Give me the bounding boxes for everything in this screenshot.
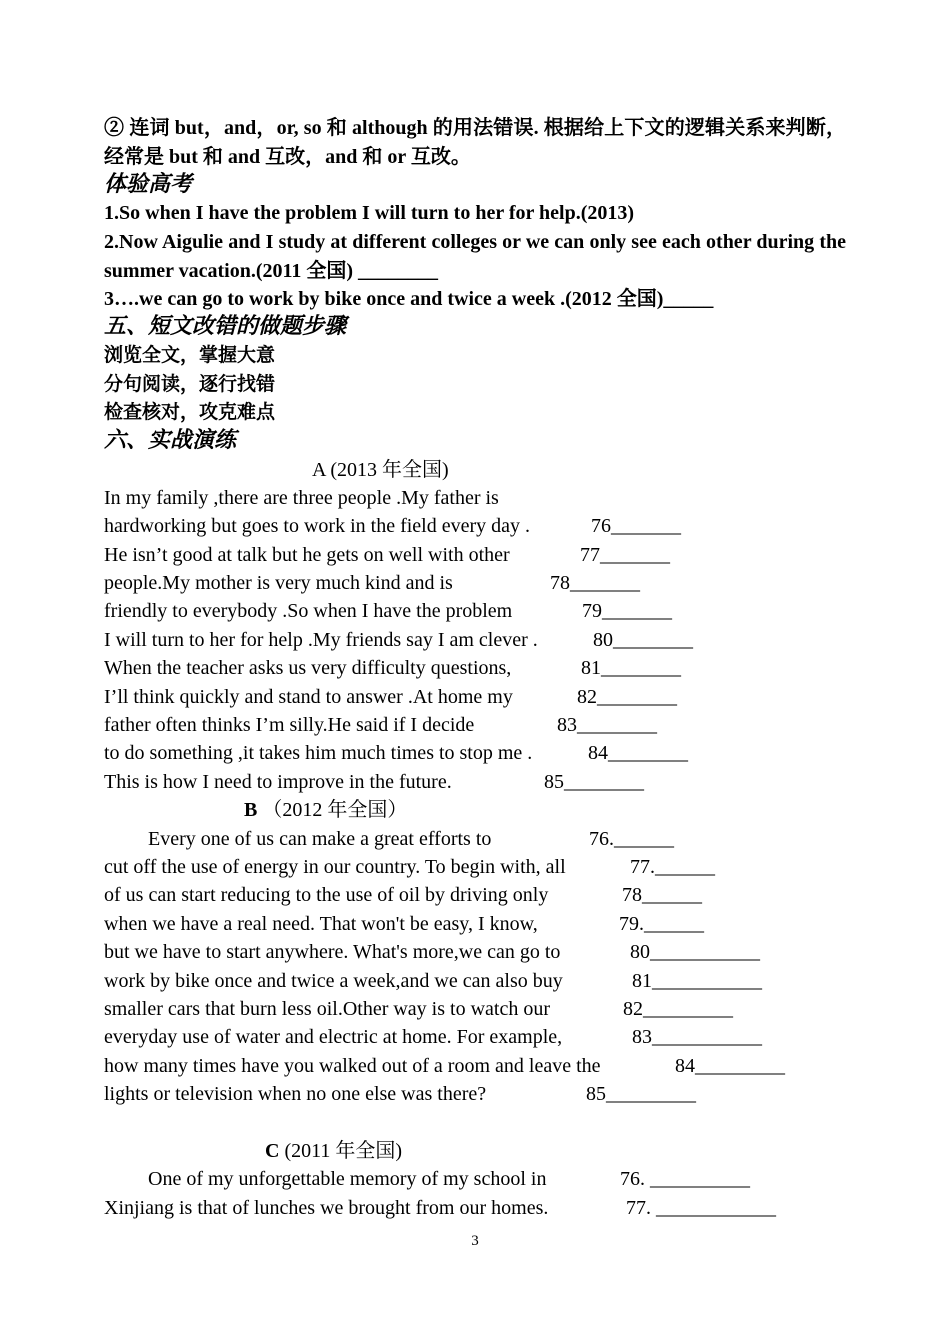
passage-b-title <box>244 796 407 824</box>
line-text: cut off the use of energy in our country. To begin with, all <box>104 856 566 878</box>
answer-blank[interactable]: 80________ <box>593 629 693 651</box>
line-text: to do something ,it takes him much times to stop me . <box>104 742 533 764</box>
answer-blank[interactable]: 77.______ <box>630 856 715 878</box>
passage-a-title: A (2013 年全国) <box>312 459 449 481</box>
answer-blank[interactable]: 83________ <box>557 714 657 736</box>
section-heading-experience: 体验高考 <box>104 172 193 197</box>
line-text: work by bike once and twice a week,and we can also buy <box>104 970 563 992</box>
experience-item-3: 3….we can go to work by bike once and twice a week .(2012 全国)_____ <box>104 288 714 310</box>
answer-blank[interactable]: 81___________ <box>632 970 762 992</box>
experience-item-2: 2.Now Aigulie and I study at different colleges or we can only see each other during the summer vacation.(2011 全国) ________ <box>104 231 846 282</box>
line-text: people.My mother is very much kind and is <box>104 572 453 594</box>
answer-blank[interactable]: 77. ____________ <box>626 1197 776 1219</box>
passage-c-year: (2011 年全国) <box>279 1140 403 1162</box>
section-heading-practice: 六、实战演练 <box>104 428 237 453</box>
experience-item-1: 1.So when I have the problem I will turn to her for help.(2013) <box>104 202 635 224</box>
answer-blank[interactable]: 77_______ <box>580 544 670 566</box>
line-text: everyday use of water and electric at home. For example, <box>104 1026 563 1048</box>
answer-blank[interactable]: 82________ <box>577 686 677 708</box>
answer-blank[interactable]: 83___________ <box>632 1026 762 1048</box>
answer-blank[interactable]: 80___________ <box>630 941 760 963</box>
line-text: In my family ,there are three people .My father is <box>104 487 499 509</box>
answer-blank[interactable]: 76. __________ <box>620 1168 750 1190</box>
line-text: I will turn to her for help .My friends say I am clever . <box>104 629 538 651</box>
line-text: father often thinks I’m silly.He said if I decide <box>104 714 475 736</box>
answer-blank[interactable]: 82_________ <box>623 998 733 1020</box>
line-text: Xinjiang is that of lunches we brought from our homes. <box>104 1197 549 1219</box>
answer-blank[interactable]: 79_______ <box>582 600 672 622</box>
answer-blank[interactable]: 81________ <box>581 657 681 679</box>
answer-blank[interactable]: 76.______ <box>589 828 674 850</box>
line-text: lights or television when no one else was there? <box>104 1083 487 1105</box>
line-text: smaller cars that burn less oil.Other way is to watch our <box>104 998 550 1020</box>
answer-blank[interactable]: 84_________ <box>675 1055 785 1077</box>
answer-blank[interactable]: 79.______ <box>619 913 704 935</box>
answer-blank[interactable]: 85_________ <box>586 1083 696 1105</box>
answer-blank[interactable]: 85________ <box>544 771 644 793</box>
line-text: When the teacher asks us very difficulty questions, <box>104 657 512 679</box>
line-text: This is how I need to improve in the future. <box>104 771 452 793</box>
intro-paragraph: ② 连词 but，and，or, so 和 although 的用法错误. 根据给上下文的逻辑关系来判断，经常是 but 和 and 互改，and 和 or 互改。 <box>104 117 846 168</box>
passage-b-letter: B <box>244 799 258 821</box>
line-text: I’ll think quickly and stand to answer .At home my <box>104 686 513 708</box>
page-number: 3 <box>471 1233 479 1249</box>
section-heading-steps: 五、短文改错的做题步骤 <box>104 314 347 339</box>
answer-blank[interactable]: 84________ <box>588 742 688 764</box>
answer-blank[interactable]: 78_______ <box>550 572 640 594</box>
line-text: when we have a real need. That won't be easy, I know, <box>104 913 538 935</box>
line-text: how many times have you walked out of a room and leave the <box>104 1055 601 1077</box>
answer-blank[interactable]: 76_______ <box>591 515 681 537</box>
step-item-1: 浏览全文，掌握大意 <box>104 344 276 366</box>
line-text: but we have to start anywhere. What's more,we can go to <box>104 941 561 963</box>
line-text: friendly to everybody .So when I have the problem <box>104 600 513 622</box>
answer-blank[interactable]: 78______ <box>622 884 702 906</box>
line-text: hardworking but goes to work in the field every day . <box>104 515 531 537</box>
line-text: of us can start reducing to the use of oil by driving only <box>104 884 549 906</box>
line-text: Every one of us can make a great efforts to <box>148 828 492 850</box>
passage-b-year: （2012 年全国） <box>257 799 408 821</box>
line-text: One of my unforgettable memory of my school in <box>148 1168 547 1190</box>
step-item-2: 分句阅读，逐行找错 <box>104 373 276 395</box>
step-item-3: 检查核对，攻克难点 <box>104 401 276 423</box>
passage-c-letter: C <box>265 1140 280 1162</box>
passage-c-title <box>265 1137 402 1165</box>
line-text: He isn’t good at talk but he gets on well with other <box>104 544 510 566</box>
